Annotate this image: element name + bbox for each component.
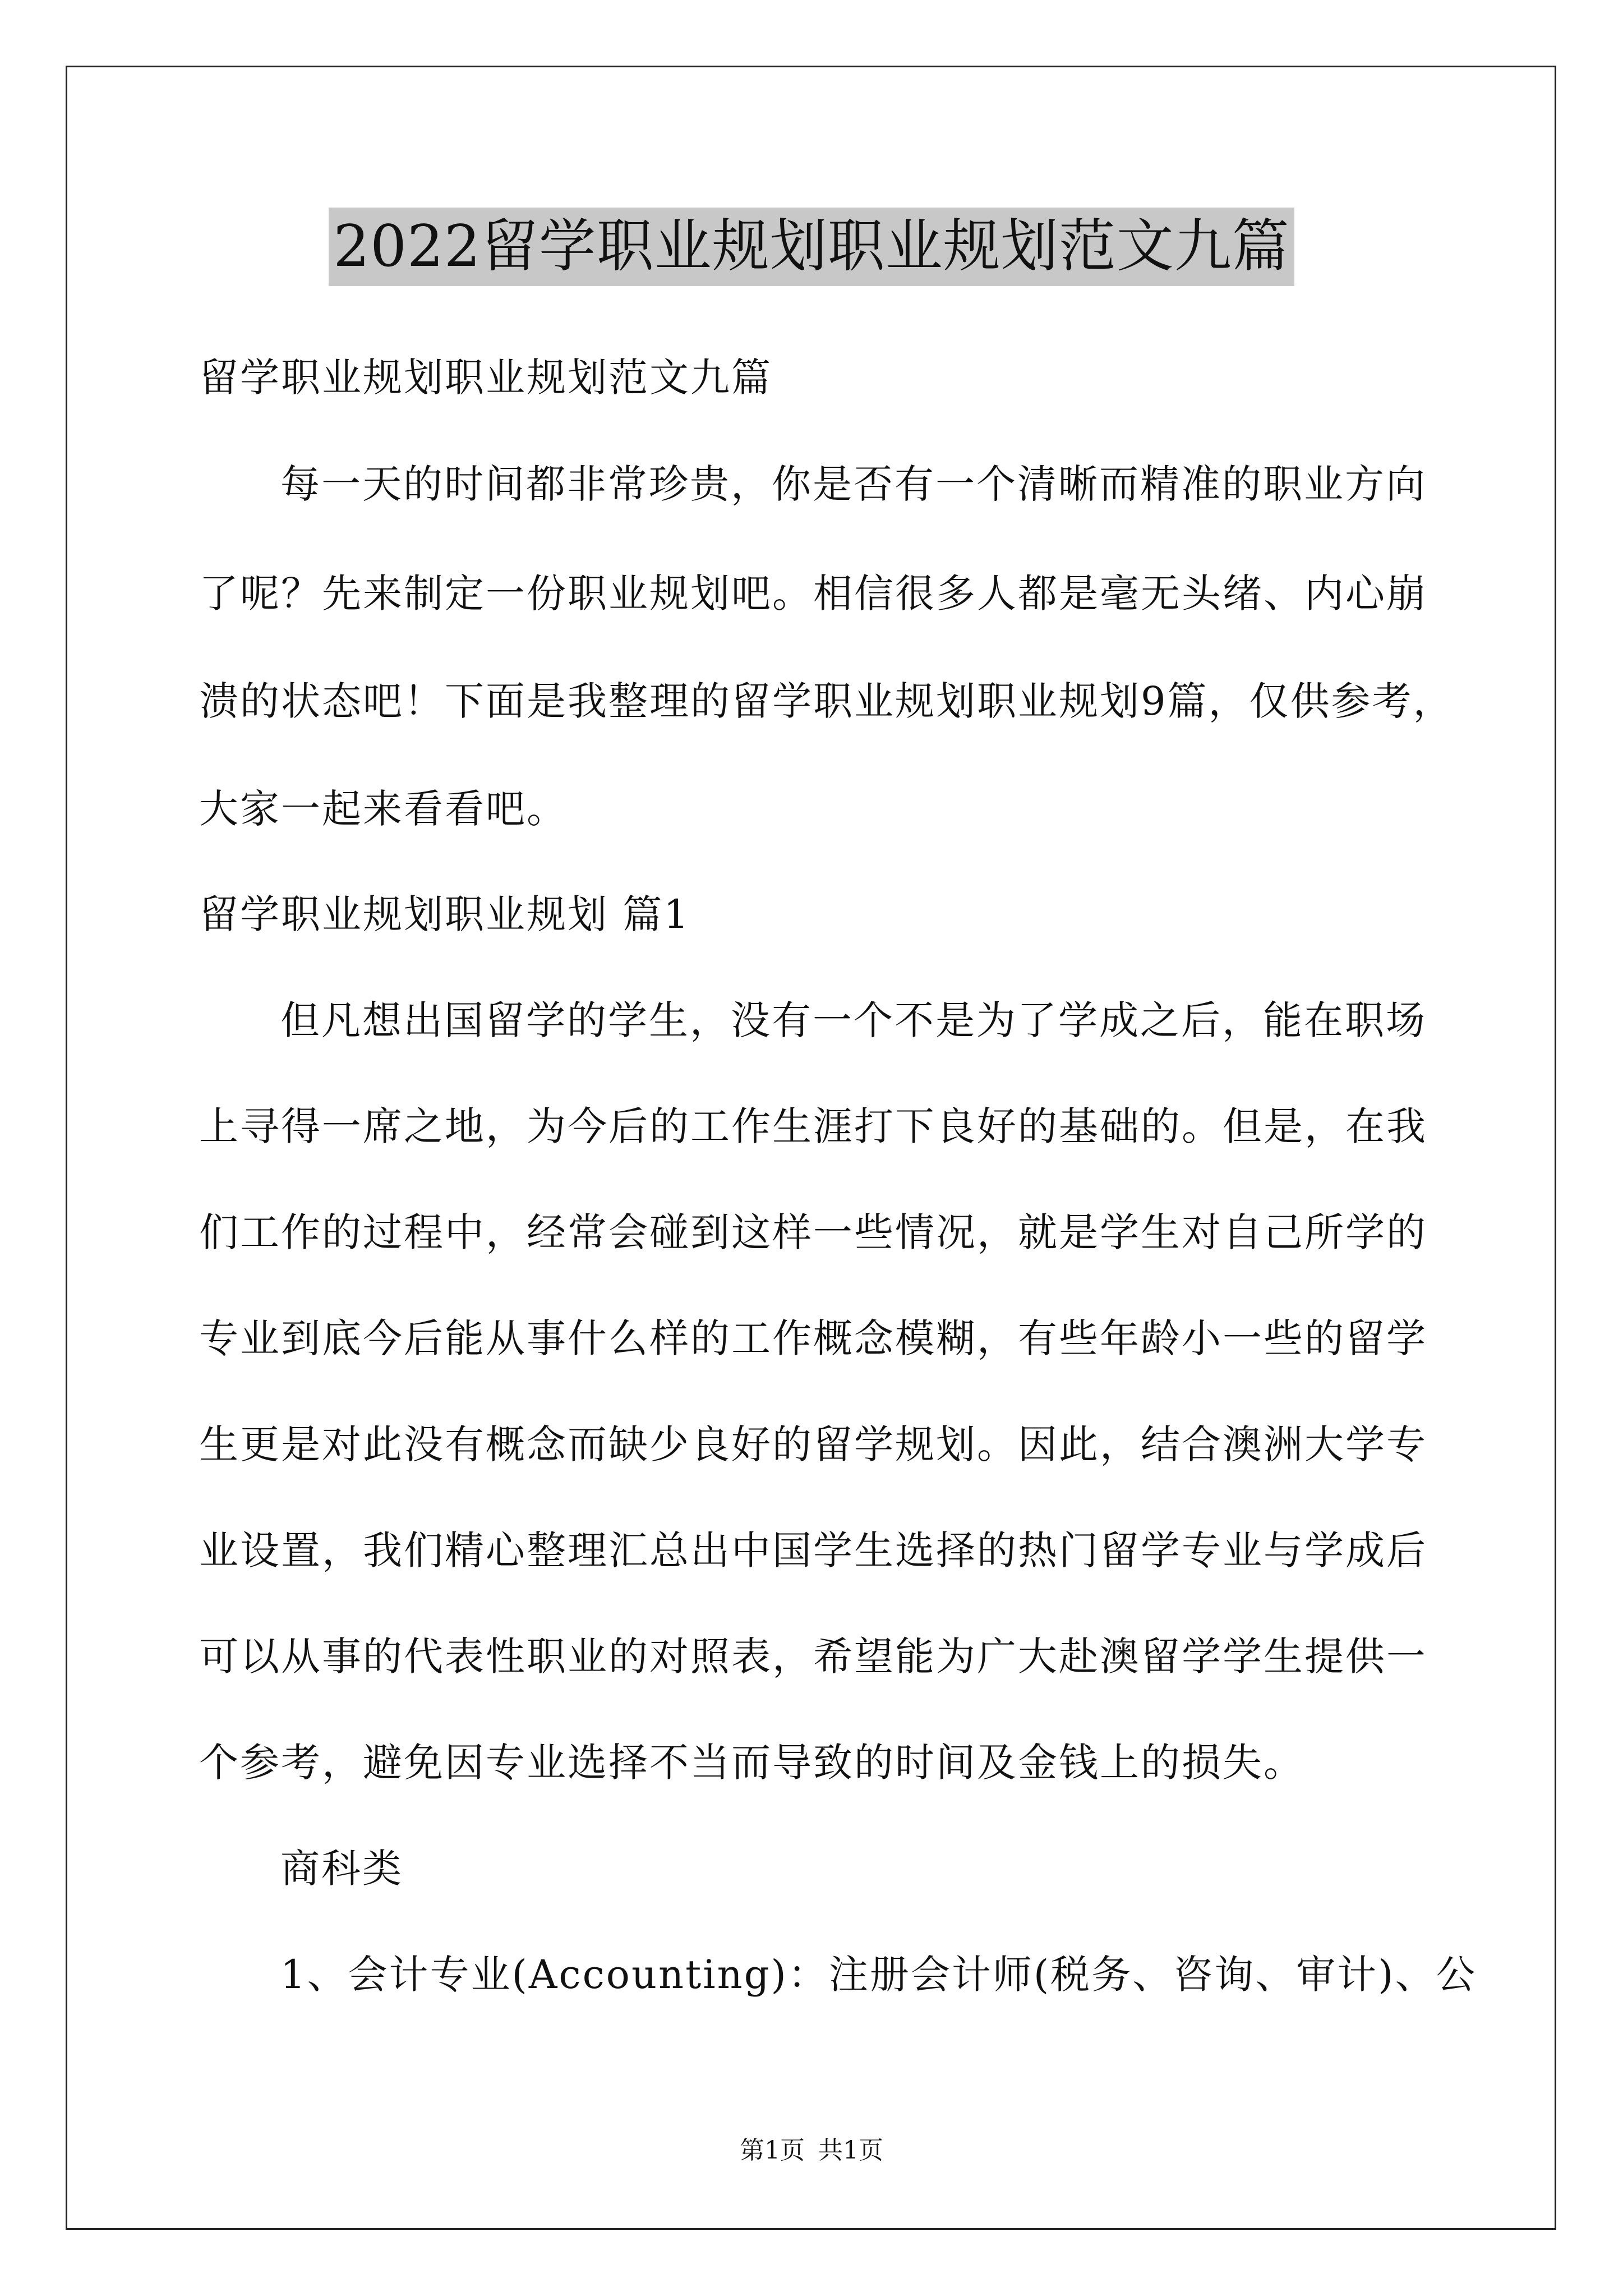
paragraph-line: 业设置，我们精心整理汇总出中国学生选择的热门留学专业与学成后 xyxy=(199,1527,1427,1573)
page-number: 第1页 xyxy=(740,2136,805,2165)
paragraph-line: 专业到底今后能从事什么样的工作概念模糊，有些年龄小一些的留学 xyxy=(199,1315,1427,1361)
category-heading: 商科类 xyxy=(280,1846,403,1892)
paragraph-line: 个参考，避免因专业选择不当而导致的时间及金钱上的损失。 xyxy=(199,1740,1304,1786)
paragraph-line: 们工作的过程中，经常会碰到这样一些情况，就是学生对自己所学的 xyxy=(199,1209,1427,1255)
section-heading: 留学职业规划职业规划 篇1 xyxy=(199,891,690,937)
paragraph-line: 大家一起来看看吧。 xyxy=(199,786,568,832)
page-total: 共1页 xyxy=(818,2136,883,2165)
page-footer xyxy=(0,2135,1623,2166)
list-item: 1、会计专业(Accounting)：注册会计师(税务、咨询、审计)、公 xyxy=(280,1952,1477,1998)
document-title: 2022留学职业规划职业规划范文九篇 xyxy=(329,208,1294,286)
paragraph-line: 溃的状态吧！下面是我整理的留学职业规划职业规划9篇，仅供参考， xyxy=(199,678,1454,724)
paragraph-line: 了呢？先来制定一份职业规划吧。相信很多人都是毫无头绪、内心崩 xyxy=(199,570,1427,616)
paragraph-line: 但凡想出国留学的学生，没有一个不是为了学成之后，能在职场 xyxy=(280,997,1427,1043)
subtitle-line: 留学职业规划职业规划范文九篇 xyxy=(199,355,772,401)
paragraph-line: 可以从事的代表性职业的对照表，希望能为广大赴澳留学学生提供一 xyxy=(199,1634,1427,1680)
paragraph-line: 生更是对此没有概念而缺少良好的留学规划。因此，结合澳洲大学专 xyxy=(199,1421,1427,1467)
paragraph-line: 上寻得一席之地，为今后的工作生涯打下良好的基础的。但是，在我 xyxy=(199,1103,1427,1149)
title-wrap xyxy=(0,208,1623,286)
paragraph-line: 每一天的时间都非常珍贵，你是否有一个清晰而精准的职业方向 xyxy=(280,461,1427,507)
